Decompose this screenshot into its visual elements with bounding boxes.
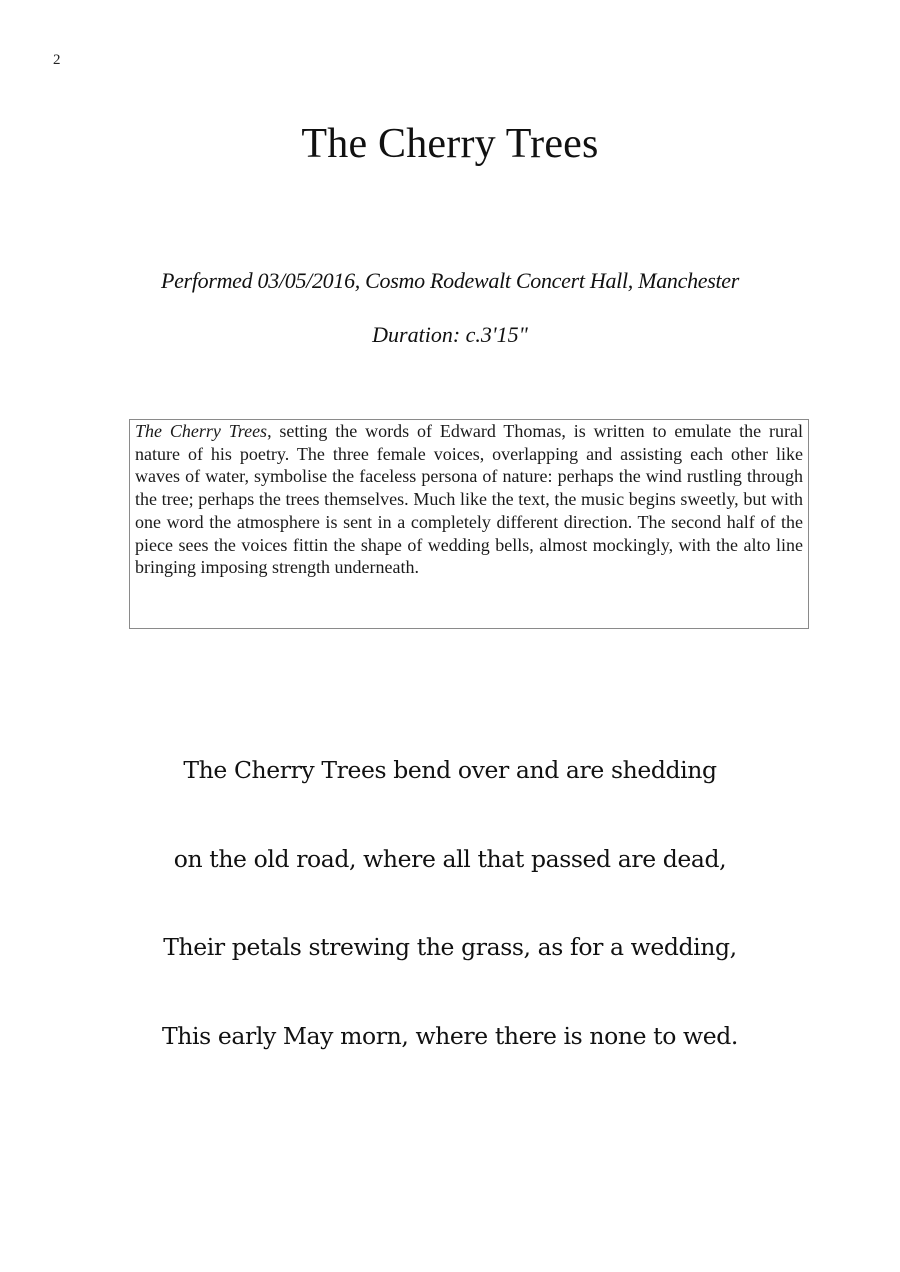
performance-info: Performed 03/05/2016, Cosmo Rodewalt Concert Hall, Manchester [160,268,740,293]
program-note-title: The Cherry Trees [135,421,268,441]
poem-line: This early May morn, where there is none to wed. [162,1022,738,1051]
duration-info: Duration: c.3'15" [372,322,528,347]
poem-line: The Cherry Trees bend over and are shedding [183,756,717,784]
page-number: 2 [53,52,61,68]
program-note-box [129,419,809,629]
poem-line: Their petals strewing the grass, as for a wedding, [163,933,737,962]
page-title: The Cherry Trees [301,121,599,167]
program-note-body: , setting the words of Edward Thomas, is written to emulate the rural nature of his poetry. The three female voices, overlapping and assisting each other like waves of water, symbolise the faceless persona of nature: perhaps the wind rustling through the tree; perhaps the trees themselves. Much like the text, the music begins sweetly, but with one word the atmosphere is sent in a completely different direction. The second half of the piece sees the voices fittin the shape of wedding bells, almost mockingly, with the alto line bringing imposing strength underneath. [135,421,803,578]
poem-line: on the old road, where all that passed are dead, [173,844,727,873]
poem-text [0,750,900,1105]
